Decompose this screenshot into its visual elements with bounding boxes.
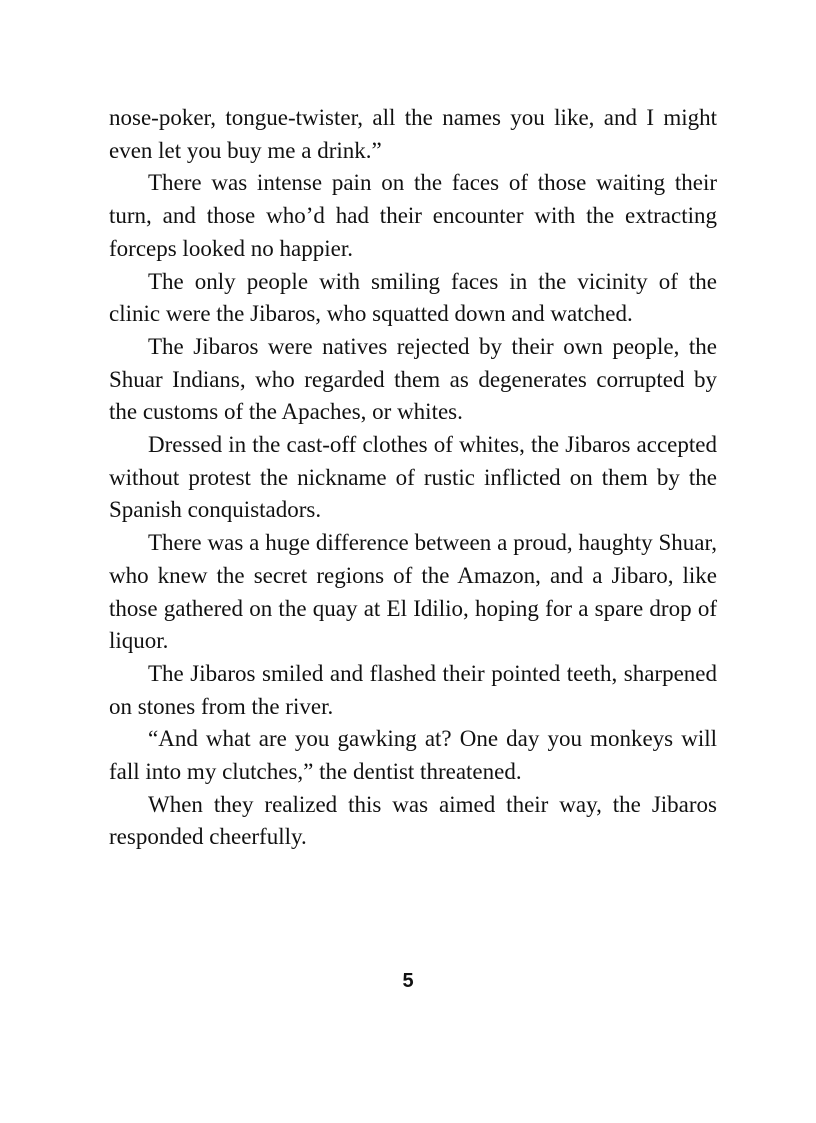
paragraph: When they realized this was aimed their way, the Jibaros responded cheerfully.: [109, 791, 717, 850]
paragraph: Dressed in the cast-off clothes of whites, the Jibaros accepted without protest the nickname of rustic inflicted on them by the Spanish conquistadors.: [109, 432, 717, 523]
paragraph: There was a huge difference between a proud, haughty Shuar, who knew the secret regions of the Amazon, and a Jibaro, like those gathered on the quay at El Idilio, hoping for a spare drop of liquor.: [109, 530, 717, 654]
paragraph: The only people with smiling faces in the vicinity of the clinic were the Jibaros, who squatted down and watched.: [109, 268, 717, 327]
page-body: [109, 102, 717, 854]
paragraph: “And what are you gawking at? One day you monkeys will fall into my clutches,” the dentist threatened.: [109, 726, 717, 785]
paragraph: The Jibaros smiled and flashed their pointed teeth, sharpened on stones from the river.: [109, 660, 717, 719]
page-number: 5: [402, 970, 414, 992]
paragraph: There was intense pain on the faces of those waiting their turn, and those who’d had their encounter with the extracting forceps looked no happier.: [109, 170, 717, 261]
paragraph: The Jibaros were natives rejected by their own people, the Shuar Indians, who regarded them as degenerates corrupted by the customs of the Apaches, or whites.: [109, 333, 717, 425]
paragraph-continued: nose-poker, tongue-twister, all the names you like, and I might even let you buy me a drink.”: [109, 105, 717, 163]
